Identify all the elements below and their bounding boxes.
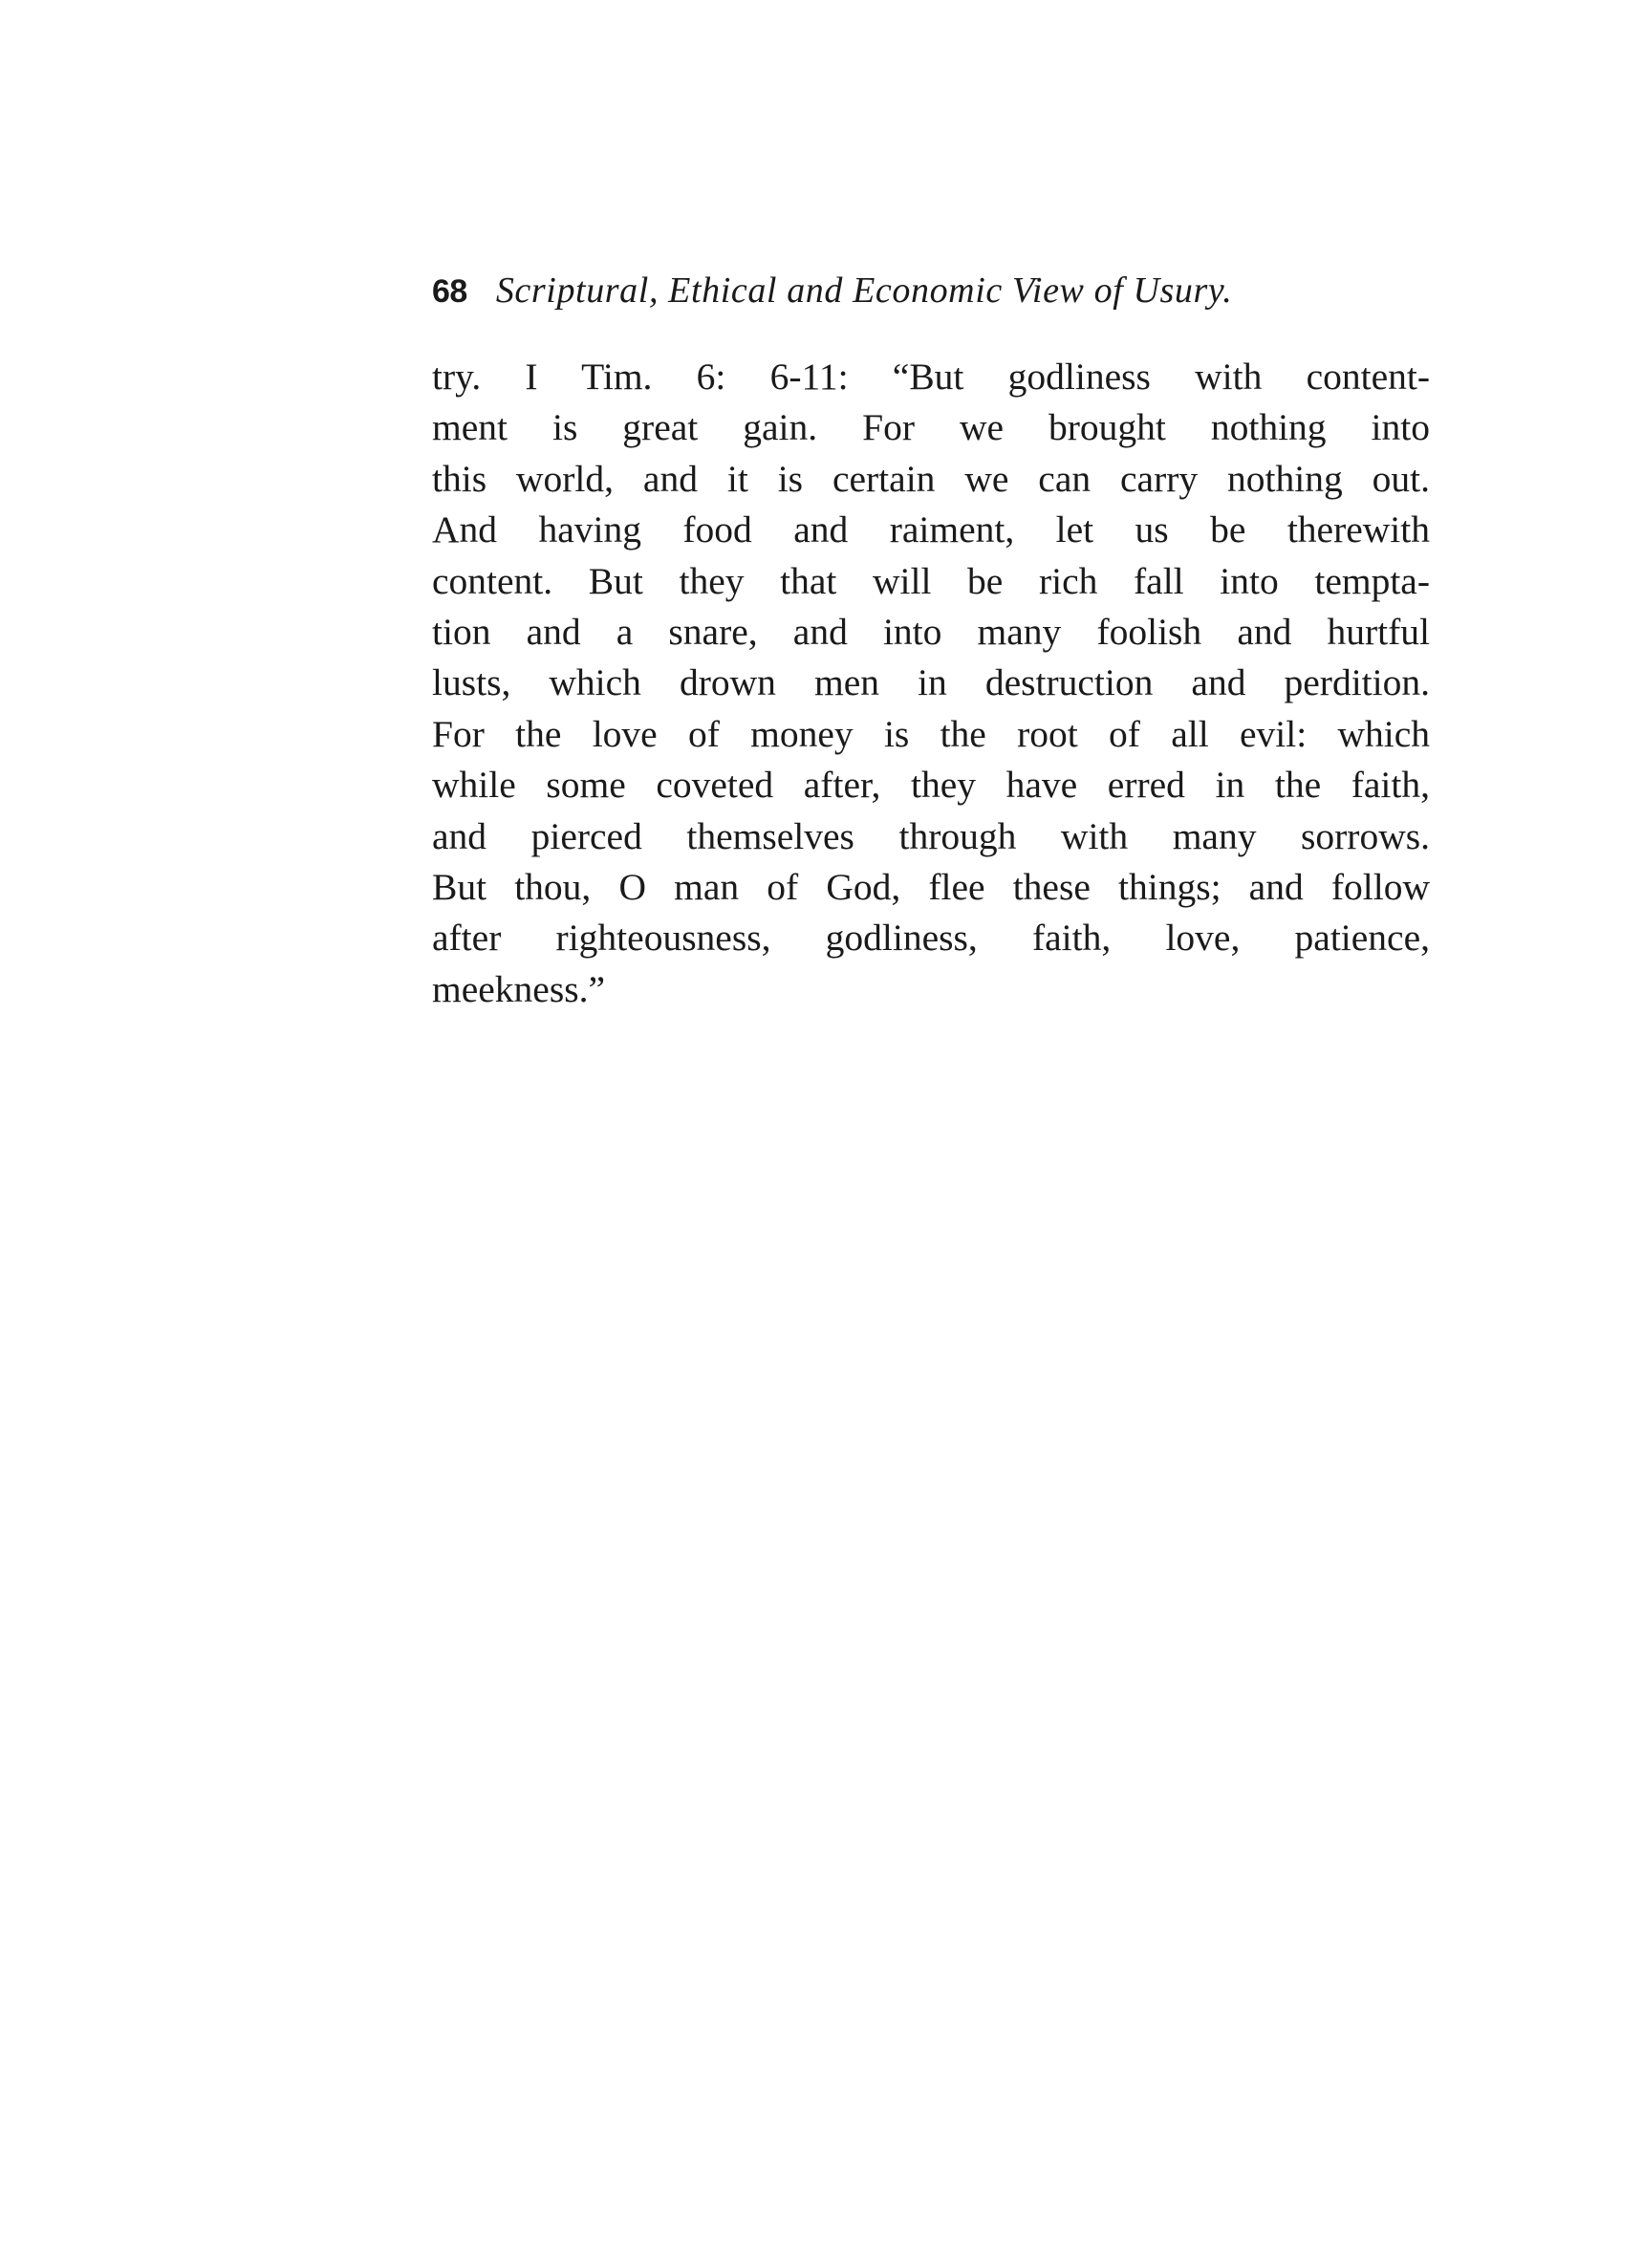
text-line: tion and a snare, and into many foolish and hurtful — [432, 610, 1430, 653]
text-line: content. But they that will be rich fall into tempta- — [432, 559, 1430, 602]
text-line: lusts, which drown men in destruction and perdition. — [432, 661, 1430, 704]
body-text — [432, 352, 1430, 1015]
text-line: But thou, O man of God, flee these things; and follow — [432, 865, 1430, 908]
text-line: while some coveted after, they have erred in the faith, — [432, 764, 1430, 807]
text-line: And having food and raiment, let us be therewith — [432, 508, 1430, 551]
page-number: 68 — [432, 273, 467, 310]
running-title: Scriptural, Ethical and Economic View of Usury. — [495, 270, 1233, 311]
text-line: after righteousness, godliness, faith, love, patience, — [432, 917, 1430, 960]
text-line: For the love of money is the root of all evil: which — [432, 712, 1430, 755]
text-line: meekness.” — [432, 967, 605, 1010]
running-head — [432, 270, 1445, 319]
text-line: and pierced themselves through with many sorrows. — [432, 814, 1430, 857]
text-line: try. I Tim. 6: 6-11: “But godliness with content- — [432, 356, 1430, 398]
text-line: ment is great gain. For we brought nothing into — [432, 406, 1430, 449]
text-line: this world, and it is certain we can carry nothing out. — [432, 457, 1430, 500]
